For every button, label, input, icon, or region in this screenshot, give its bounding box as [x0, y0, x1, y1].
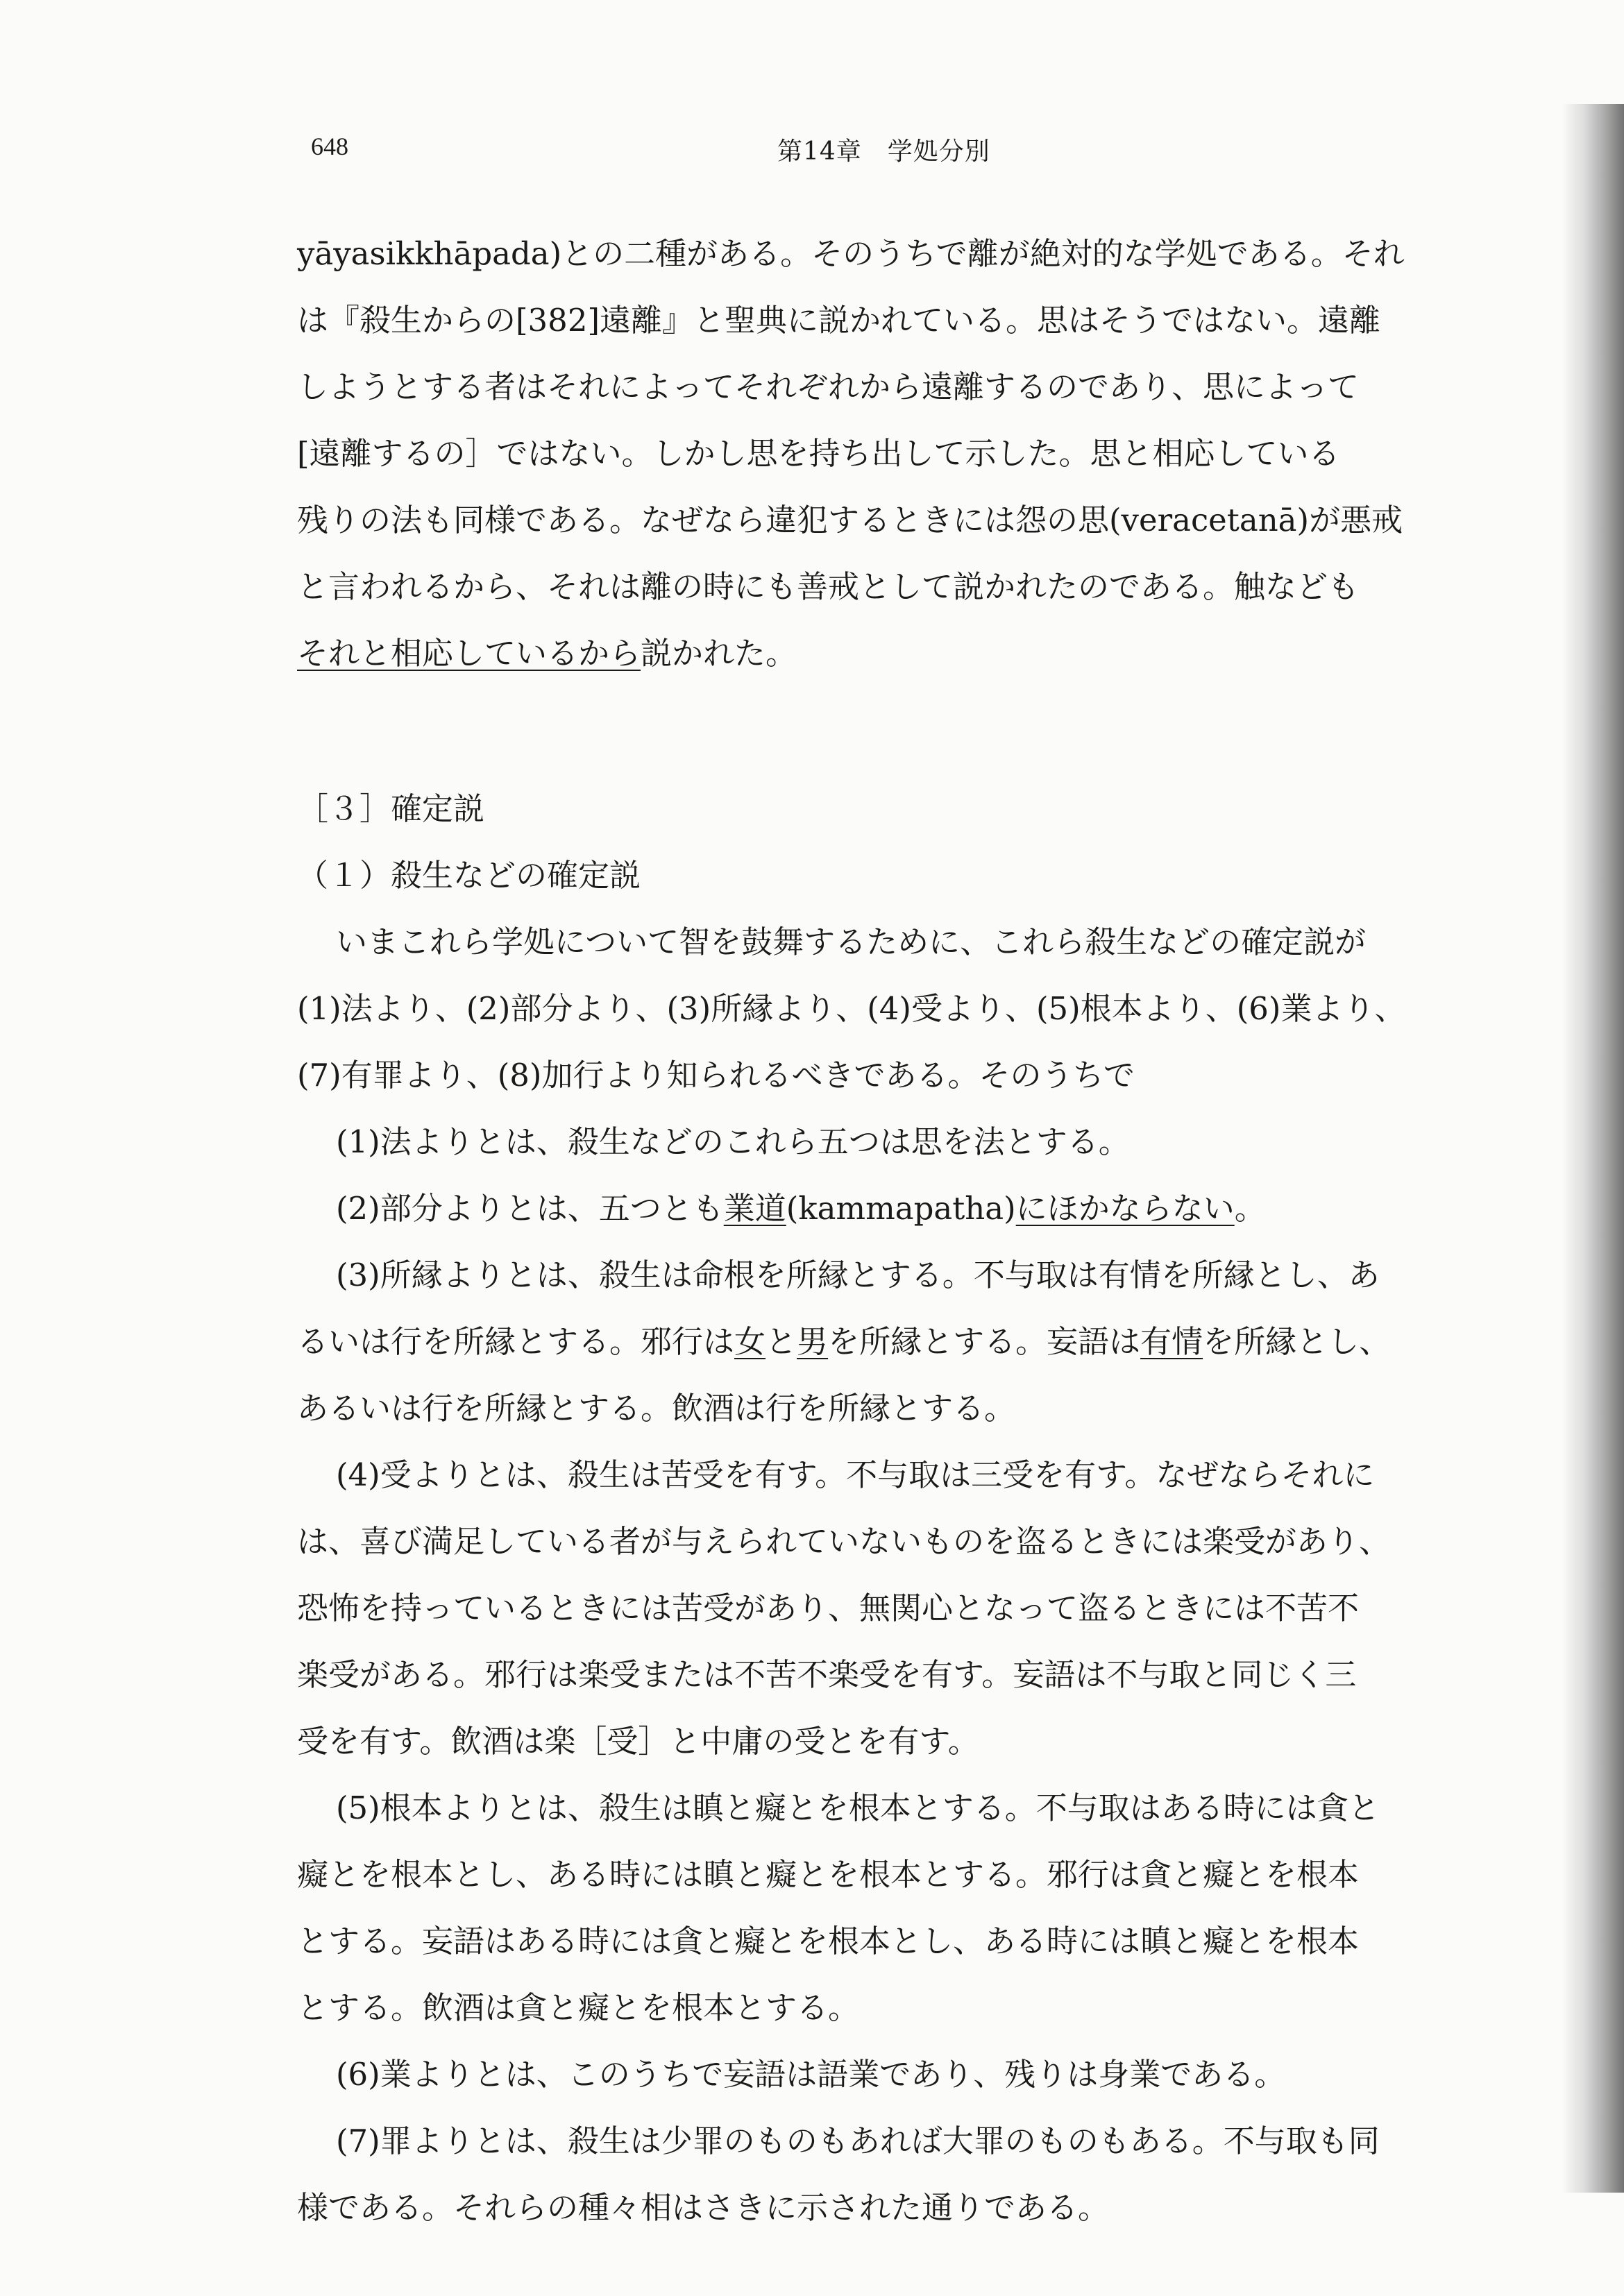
text-span: と: [766, 1323, 797, 1360]
text-line: しようとする者はそれによってそれぞれから遠離するのであり、思によって: [297, 368, 1360, 405]
text-line: (3)所縁よりとは、殺生は命根を所縁とする。不与取は有情を所縁とし、あ: [336, 1257, 1380, 1293]
item-1: (1)法よりとは、殺生などのこれら五つは思を法とする。: [336, 1123, 1130, 1160]
text-span: 。: [1234, 1190, 1266, 1227]
item-7: [297, 2108, 1491, 2241]
text-line: とする。飲酒は貪と癡とを根本とする。: [297, 1989, 860, 2026]
text-line: 恐怖を持っているときには苦受があり、無関心となって盗るときには不苦不: [297, 1590, 1360, 1626]
text-line: いまこれら学処について智を鼓舞するために、これら殺生などの確定説が: [336, 924, 1367, 960]
text-line: 残りの法も同様である。なぜなら違犯するときには怨の思(veracetanā)が悪戒: [297, 502, 1403, 538]
text-line: 様である。それらの種々相はさきに示された通りである。: [297, 2189, 1110, 2226]
text-line: 楽受がある。邪行は楽受または不苦不楽受を有す。妄語は不与取と同じく三: [297, 1656, 1357, 1693]
item-4: [297, 1442, 1491, 1775]
text-line: 受を有す。飲酒は楽［受］と中庸の受とを有す。: [297, 1723, 979, 1760]
scan-edge-shadow: [1562, 104, 1624, 2193]
text-span: (kammapatha): [786, 1190, 1016, 1227]
underlined-text: 女: [734, 1323, 766, 1360]
intro-paragraph: [297, 909, 1491, 1109]
underlined-text: にほかならない: [1015, 1190, 1235, 1227]
text-line: は『殺生からの[382]遠離』と聖典に説かれている。思はそうではない。遠離: [297, 302, 1381, 339]
page-number: 648: [311, 133, 348, 160]
text-line: (4)受よりとは、殺生は苦受を有す。不与取は三受を有す。なぜならそれに: [336, 1456, 1375, 1493]
text-line: とする。妄語はある時には貪と癡とを根本とし、ある時には瞋と癡とを根本: [297, 1923, 1360, 1959]
underlined-text: 男: [797, 1323, 829, 1360]
section-heading: ［３］確定説: [297, 790, 485, 827]
text-line: 癡とを根本とし、ある時には瞋と癡とを根本とする。邪行は貪と癡とを根本: [297, 1856, 1360, 1893]
text-line: (1)法より、(2)部分より、(3)所縁より、(4)受より、(5)根本より、(6)業より、: [297, 990, 1406, 1027]
text-span: (2)部分よりとは、五つとも: [336, 1190, 724, 1227]
item-5: [297, 1775, 1491, 2041]
paragraph-1: [297, 221, 1491, 687]
text-line: yāyasikkhāpada)との二種がある。そのうちで離が絶対的な学処である。それ: [297, 235, 1405, 272]
text-line: と言われるから、それは離の時にも善戒として説かれたのである。触なども: [297, 568, 1360, 605]
item-2: [297, 1175, 1491, 1242]
underlined-text: 有情: [1140, 1323, 1203, 1360]
item-3: [297, 1242, 1491, 1442]
text-line: (7)罪よりとは、殺生は少罪のものもあれば大罪のものもある。不与取も同: [336, 2123, 1380, 2159]
underlined-text: 業道: [723, 1190, 786, 1227]
section-gap: [297, 687, 1491, 776]
underlined-text: それと相応しているから: [297, 635, 641, 672]
text-span: を所縁とする。妄語は: [828, 1323, 1141, 1360]
page-header: [311, 132, 1491, 180]
item-6: (6)業よりとは、このうちで妄語は語業であり、残りは身業である。: [336, 2056, 1286, 2093]
text-span: るいは行を所縁とする。邪行は: [297, 1323, 735, 1360]
text-span: を所縁とし、: [1203, 1323, 1391, 1360]
text-line: あるいは行を所縁とする。飲酒は行を所縁とする。: [297, 1390, 1016, 1427]
text-line: [遠離するの］ではない。しかし思を持ち出して示した。思と相応している: [297, 435, 1340, 472]
text-line: (7)有罪より、(8)加行より知られるべきである。そのうちで: [297, 1057, 1135, 1094]
body-text: [297, 221, 1491, 2241]
running-head: 第14章 学処分別: [777, 137, 990, 166]
text-line: 説かれた。: [641, 635, 797, 672]
subsection-heading: （１）殺生などの確定説: [297, 857, 641, 894]
text-line: は、喜び満足している者が与えられていないものを盗るときには楽受があり、: [297, 1523, 1391, 1560]
text-line: (5)根本よりとは、殺生は瞋と癡とを根本とする。不与取はある時には貪と: [336, 1789, 1380, 1826]
